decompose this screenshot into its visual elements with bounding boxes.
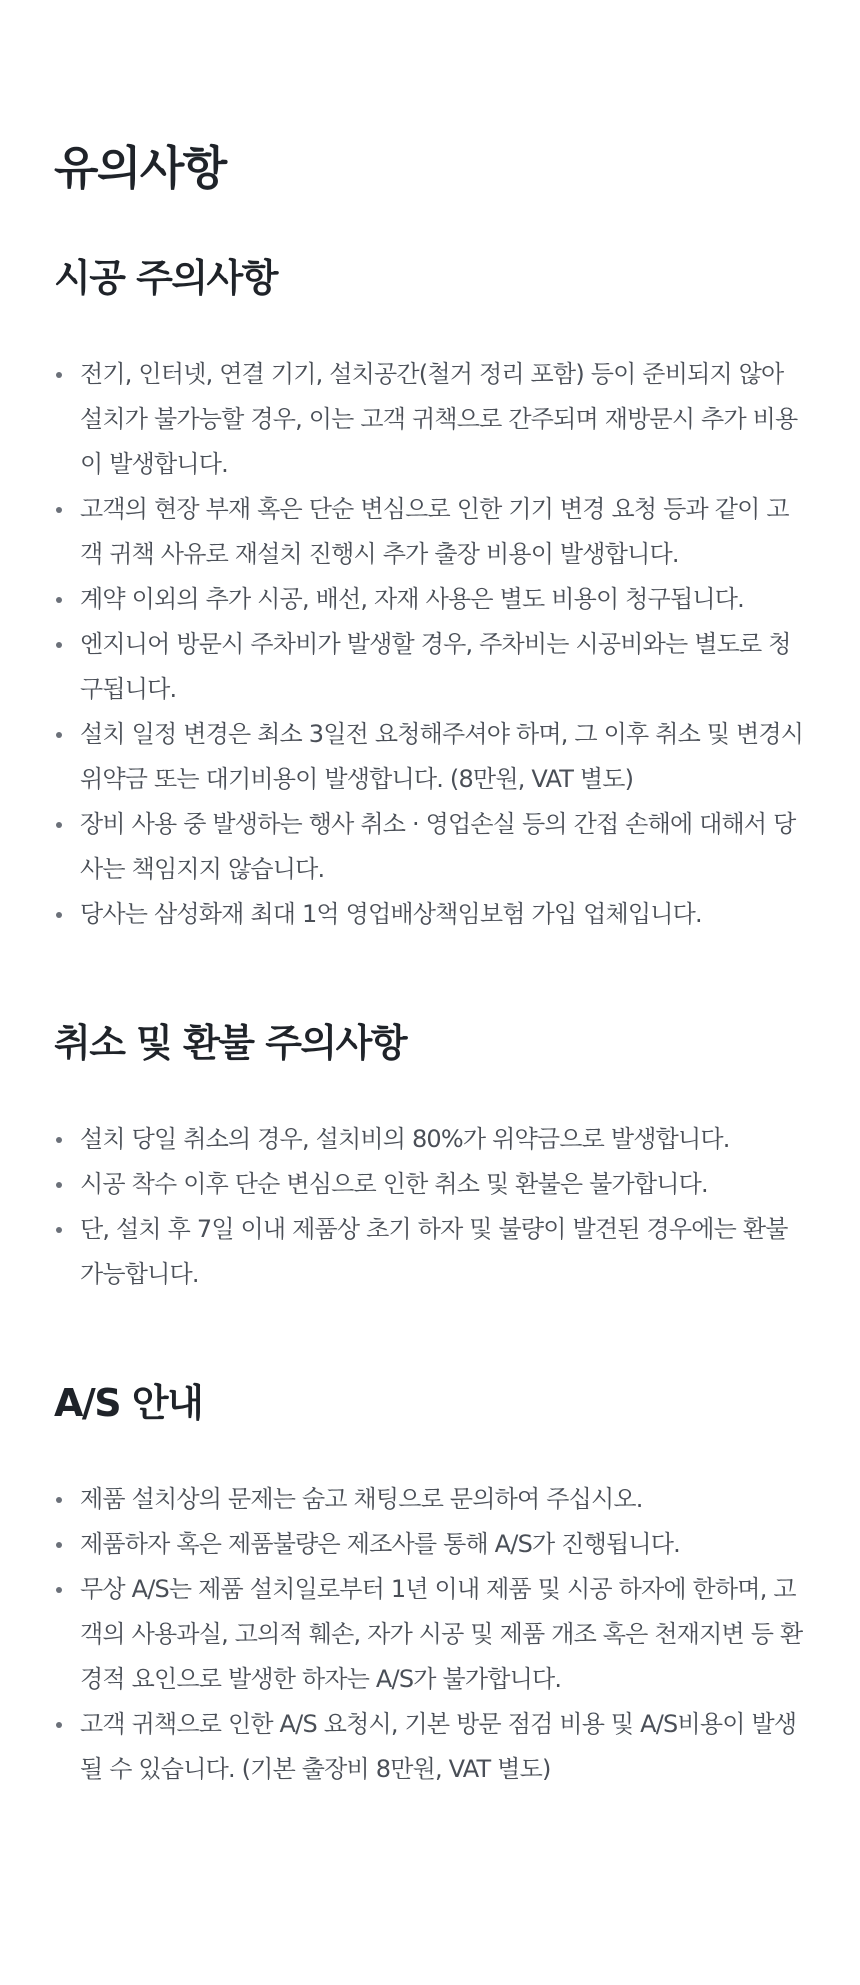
list-item: 시공 착수 이후 단순 변심으로 인한 취소 및 환불은 불가합니다. <box>54 1162 806 1207</box>
list-item: 설치 일정 변경은 최소 3일전 요청해주셔야 하며, 그 이후 취소 및 변경시 위약금 또는 대기비용이 발생합니다. (8만원, VAT 별도) <box>54 712 806 802</box>
list-item: 무상 A/S는 제품 설치일로부터 1년 이내 제품 및 시공 하자에 한하며, 고객의 사용과실, 고의적 훼손, 자가 시공 및 제품 개조 혹은 천재지변 등 환경적 요인으로 발생한 하자는 A/S가 불가합니다. <box>54 1567 806 1702</box>
list-item: 엔지니어 방문시 주차비가 발생할 경우, 주차비는 시공비와는 별도로 청구됩니다. <box>54 622 806 712</box>
list-item: 제품 설치상의 문제는 숨고 채팅으로 문의하여 주십시오. <box>54 1477 806 1522</box>
cancellation-refund-section <box>54 1019 806 1297</box>
bullet-list <box>54 1477 806 1792</box>
list-item: 설치 당일 취소의 경우, 설치비의 80%가 위약금으로 발생합니다. <box>54 1117 806 1162</box>
section-title: 취소 및 환불 주의사항 <box>54 1021 407 1065</box>
section-title: 시공 주의사항 <box>54 256 277 300</box>
list-item: 당사는 삼성화재 최대 1억 영업배상책임보험 가입 업체입니다. <box>54 892 806 937</box>
section-title: A/S 안내 <box>54 1381 203 1425</box>
list-item: 단, 설치 후 7일 이내 제품상 초기 하자 및 불량이 발견된 경우에는 환불 가능합니다. <box>54 1207 806 1297</box>
list-item: 장비 사용 중 발생하는 행사 취소 · 영업손실 등의 간접 손해에 대해서 당사는 책임지지 않습니다. <box>54 802 806 892</box>
list-item: 고객의 현장 부재 혹은 단순 변심으로 인한 기기 변경 요청 등과 같이 고객 귀책 사유로 재설치 진행시 추가 출장 비용이 발생합니다. <box>54 487 806 577</box>
list-item: 고객 귀책으로 인한 A/S 요청시, 기본 방문 점검 비용 및 A/S비용이 발생될 수 있습니다. (기본 출장비 8만원, VAT 별도) <box>54 1702 806 1792</box>
bullet-list <box>54 1117 806 1297</box>
installation-precautions-section <box>54 254 806 937</box>
bullet-list <box>54 352 806 937</box>
list-item: 제품하자 혹은 제품불량은 제조사를 통해 A/S가 진행됩니다. <box>54 1522 806 1567</box>
list-item: 계약 이외의 추가 시공, 배선, 자재 사용은 별도 비용이 청구됩니다. <box>54 577 806 622</box>
after-service-section <box>54 1379 806 1792</box>
list-item: 전기, 인터넷, 연결 기기, 설치공간(철거 정리 포함) 등이 준비되지 않아 설치가 불가능할 경우, 이는 고객 귀책으로 간주되며 재방문시 추가 비용이 발생합니다. <box>54 352 806 487</box>
page-title: 유의사항 <box>54 141 226 195</box>
